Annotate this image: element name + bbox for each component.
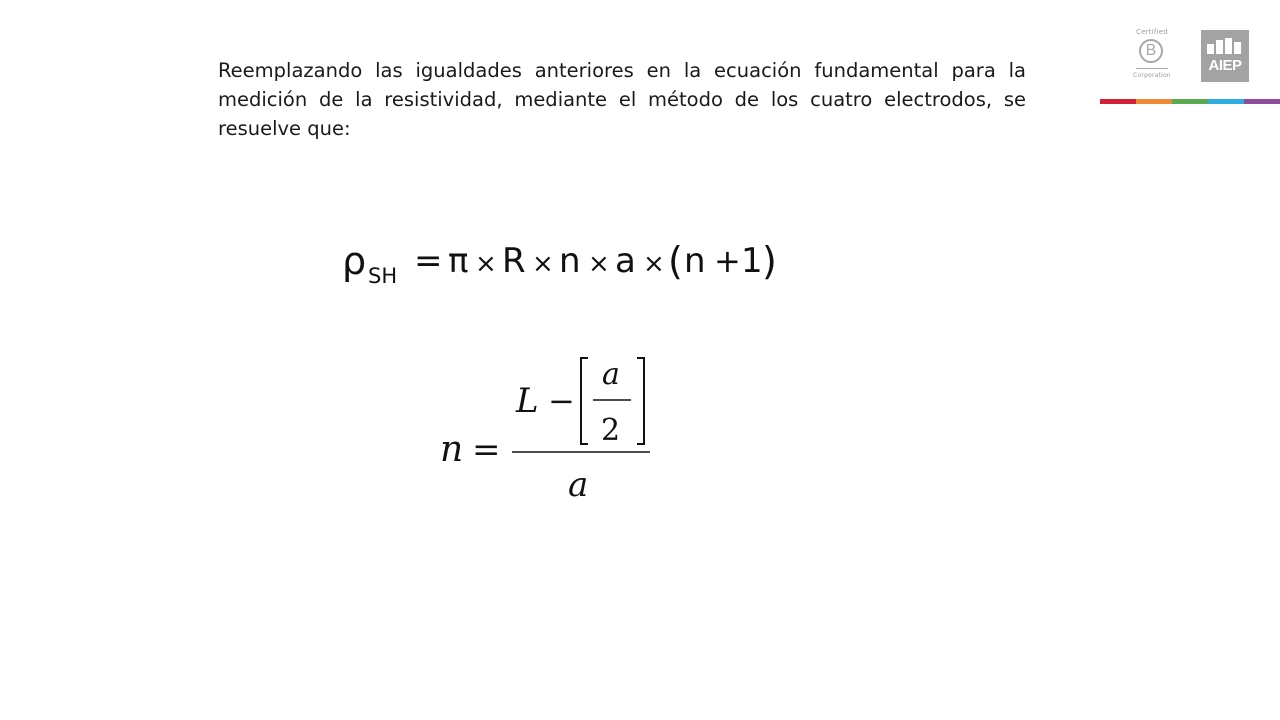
variable-n-inner: n	[684, 241, 706, 281]
equals-sign: =	[414, 241, 443, 281]
variable-n: n	[559, 241, 581, 281]
number-one: 1	[741, 241, 763, 281]
variable-L: L	[516, 381, 539, 421]
n-symbol: n	[440, 429, 464, 470]
body-paragraph: Reemplazando las igualdades anteriores en la ecuación fundamental para la medición de la resistividad, mediante el método de los cuatro electrodos, se resuelve que:	[218, 59, 1026, 140]
times-sign-4: ×	[643, 249, 665, 279]
strip-orange	[1136, 99, 1172, 104]
minus-sign: −	[548, 382, 575, 420]
bcorp-top-text: Certified	[1136, 28, 1168, 36]
bcorp-letter: B	[1139, 39, 1163, 63]
main-denominator-a: a	[568, 465, 589, 500]
right-bracket	[637, 358, 644, 444]
times-sign-3: ×	[588, 249, 610, 279]
times-sign-1: ×	[475, 249, 497, 279]
strip-purple	[1244, 99, 1280, 104]
n-formula	[436, 350, 676, 500]
aiep-building-icon	[1207, 38, 1243, 54]
strip-green	[1172, 99, 1208, 104]
bcorp-logo	[1128, 28, 1176, 84]
rho-subscript: SH	[368, 264, 398, 288]
rho-symbol: ρ	[342, 239, 367, 283]
resistivity-formula	[340, 232, 790, 292]
aiep-logo	[1201, 30, 1249, 82]
strip-blue	[1208, 99, 1244, 104]
numerator-a: a	[602, 357, 620, 392]
paren-close: )	[762, 239, 777, 283]
paren-open: (	[668, 239, 683, 283]
variable-a: a	[615, 241, 636, 281]
n-equals-sign: =	[472, 430, 501, 470]
aiep-logo-text: AIEP	[1208, 57, 1242, 74]
denominator-two: 2	[601, 413, 621, 448]
bcorp-bottom-text: Corporation	[1133, 72, 1171, 79]
left-bracket	[581, 358, 588, 444]
color-strip	[1100, 99, 1280, 104]
plus-sign: +	[714, 242, 741, 280]
times-sign-2: ×	[532, 249, 554, 279]
variable-R: R	[502, 241, 526, 281]
strip-red	[1100, 99, 1136, 104]
pi-symbol: π	[448, 241, 469, 281]
bcorp-rule	[1136, 68, 1168, 69]
